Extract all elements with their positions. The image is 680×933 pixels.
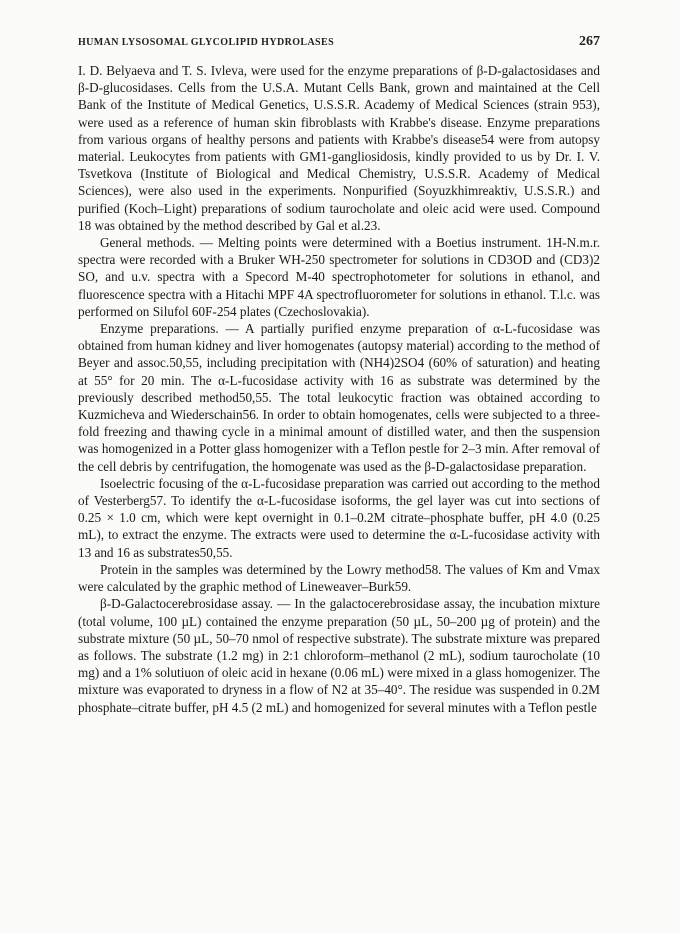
body-text xyxy=(78,62,600,716)
paragraph-materials: I. D. Belyaeva and T. S. Ivleva, were used for the enzyme preparations of β-D-galactosidases and β-D-glucosidases. Cells from the U.S.A. Mutant Cells Bank, grown and maintained at the Cell Bank of the Institute of Medical Genetics, U.S.S.R. Academy of Medical Sciences (strain 953), were used as a reference of human skin fibroblasts with Krabbe's disease. Enzyme preparations from various organs of healthy persons and patients with Krabbe's disease54 were from autopsy material. Leukocytes from patients with GM1-gangliosidosis, kindly provided to us by Dr. I. V. Tsvetkova (Institute of Biological and Medical Chemistry, U.S.S.R. Academy of Medical Sciences), were also used in the experiments. Nonpurified (Soyuzkhimreaktiv, U.S.S.R.) and purified (Koch–Light) preparations of sodium taurocholate and oleic acid were used. Compound 18 was obtained by the method described by Gal et al.23. xyxy=(78,63,600,233)
paragraph-isoelectric-focusing: Isoelectric focusing of the α-L-fucosidase preparation was carried out according to the method of Vesterberg57. To identify the α-L-fucosidase isoforms, the gel layer was cut into sections of 0.25 × 1.0 cm, which were kept overnight in 0.1–0.2M citrate–phosphate buffer, pH 4.0 (0.25 mL), to extract the enzyme. The extracts were used to determine the α-L-fucosidase activity with 13 and 16 as substrates50,55. xyxy=(78,475,600,560)
page-number: 267 xyxy=(579,34,600,49)
paragraph-enzyme-preparations: Enzyme preparations. — A partially purified enzyme preparation of α-L-fucosidase was obtained from human kidney and liver homogenates (autopsy material) according to the method of Beyer and assoc.50,55, including precipitation with (NH4)2SO4 (60% of saturation) and heating at 55° for 20 min. The α-L-fucosidase activity with 16 as substrate was determined by the previously described method50,55. The total leukocytic fraction was obtained according to Kuzmicheva and Wiederschain56. In order to obtain homogenates, cells were subjected to a three-fold freezing and thawing cycle in a minimal amount of distilled water, and then the suspension was homogenized in a Potter glass homogenizer with a Teflon pestle for 2–3 min. After removal of the cell debris by centrifugation, the homogenate was used as the β-D-galactosidase preparation. xyxy=(78,321,600,474)
paragraph-protein-assay: Protein in the samples was determined by the Lowry method58. The values of Km and Vmax were calculated by the graphic method of Lineweaver–Burk59. xyxy=(78,561,600,595)
running-title: HUMAN LYSOSOMAL GLYCOLIPID HYDROLASES xyxy=(78,37,335,48)
running-head xyxy=(78,34,600,52)
paragraph-galactocerebrosidase-assay: β-D-Galactocerebrosidase assay. — In the galactocerebrosidase assay, the incubation mixture (total volume, 100 µL) contained the enzyme preparation (50 µL, 50–200 µg of protein) and the substrate mixture (50 µL, 50–70 nmol of respective substrate). The substrate mixture was prepared as follows. The substrate (1.2 mg) in 2:1 chloroform–methanol (2 mL), sodium taurocholate (10 mg) and a 1% solutiuon of oleic acid in hexane (0.06 mL) were mixed in a glass homogenizer. The mixture was evaporated to dryness in a flow of N2 at 35–40°. The residue was suspended in 0.2M phosphate–citrate buffer, pH 4.5 (2 mL) and homogenized for several minutes with a Teflon pestle xyxy=(78,596,600,715)
paragraph-general-methods: General methods. — Melting points were determined with a Boetius instrument. 1H-N.m.r. spectra were recorded with a Bruker WH-250 spectrometer for solutions in CD3OD and (CD3)2 SO, and u.v. spectra with a Specord M-40 spectrophotometer for solutions in ethanol, and fluorescence spectra with a Hitachi MPF 4A spectrofluorometer for solutions in ethanol. T.l.c. was performed on Silufol 60F-254 plates (Czechoslovakia). xyxy=(78,235,600,319)
